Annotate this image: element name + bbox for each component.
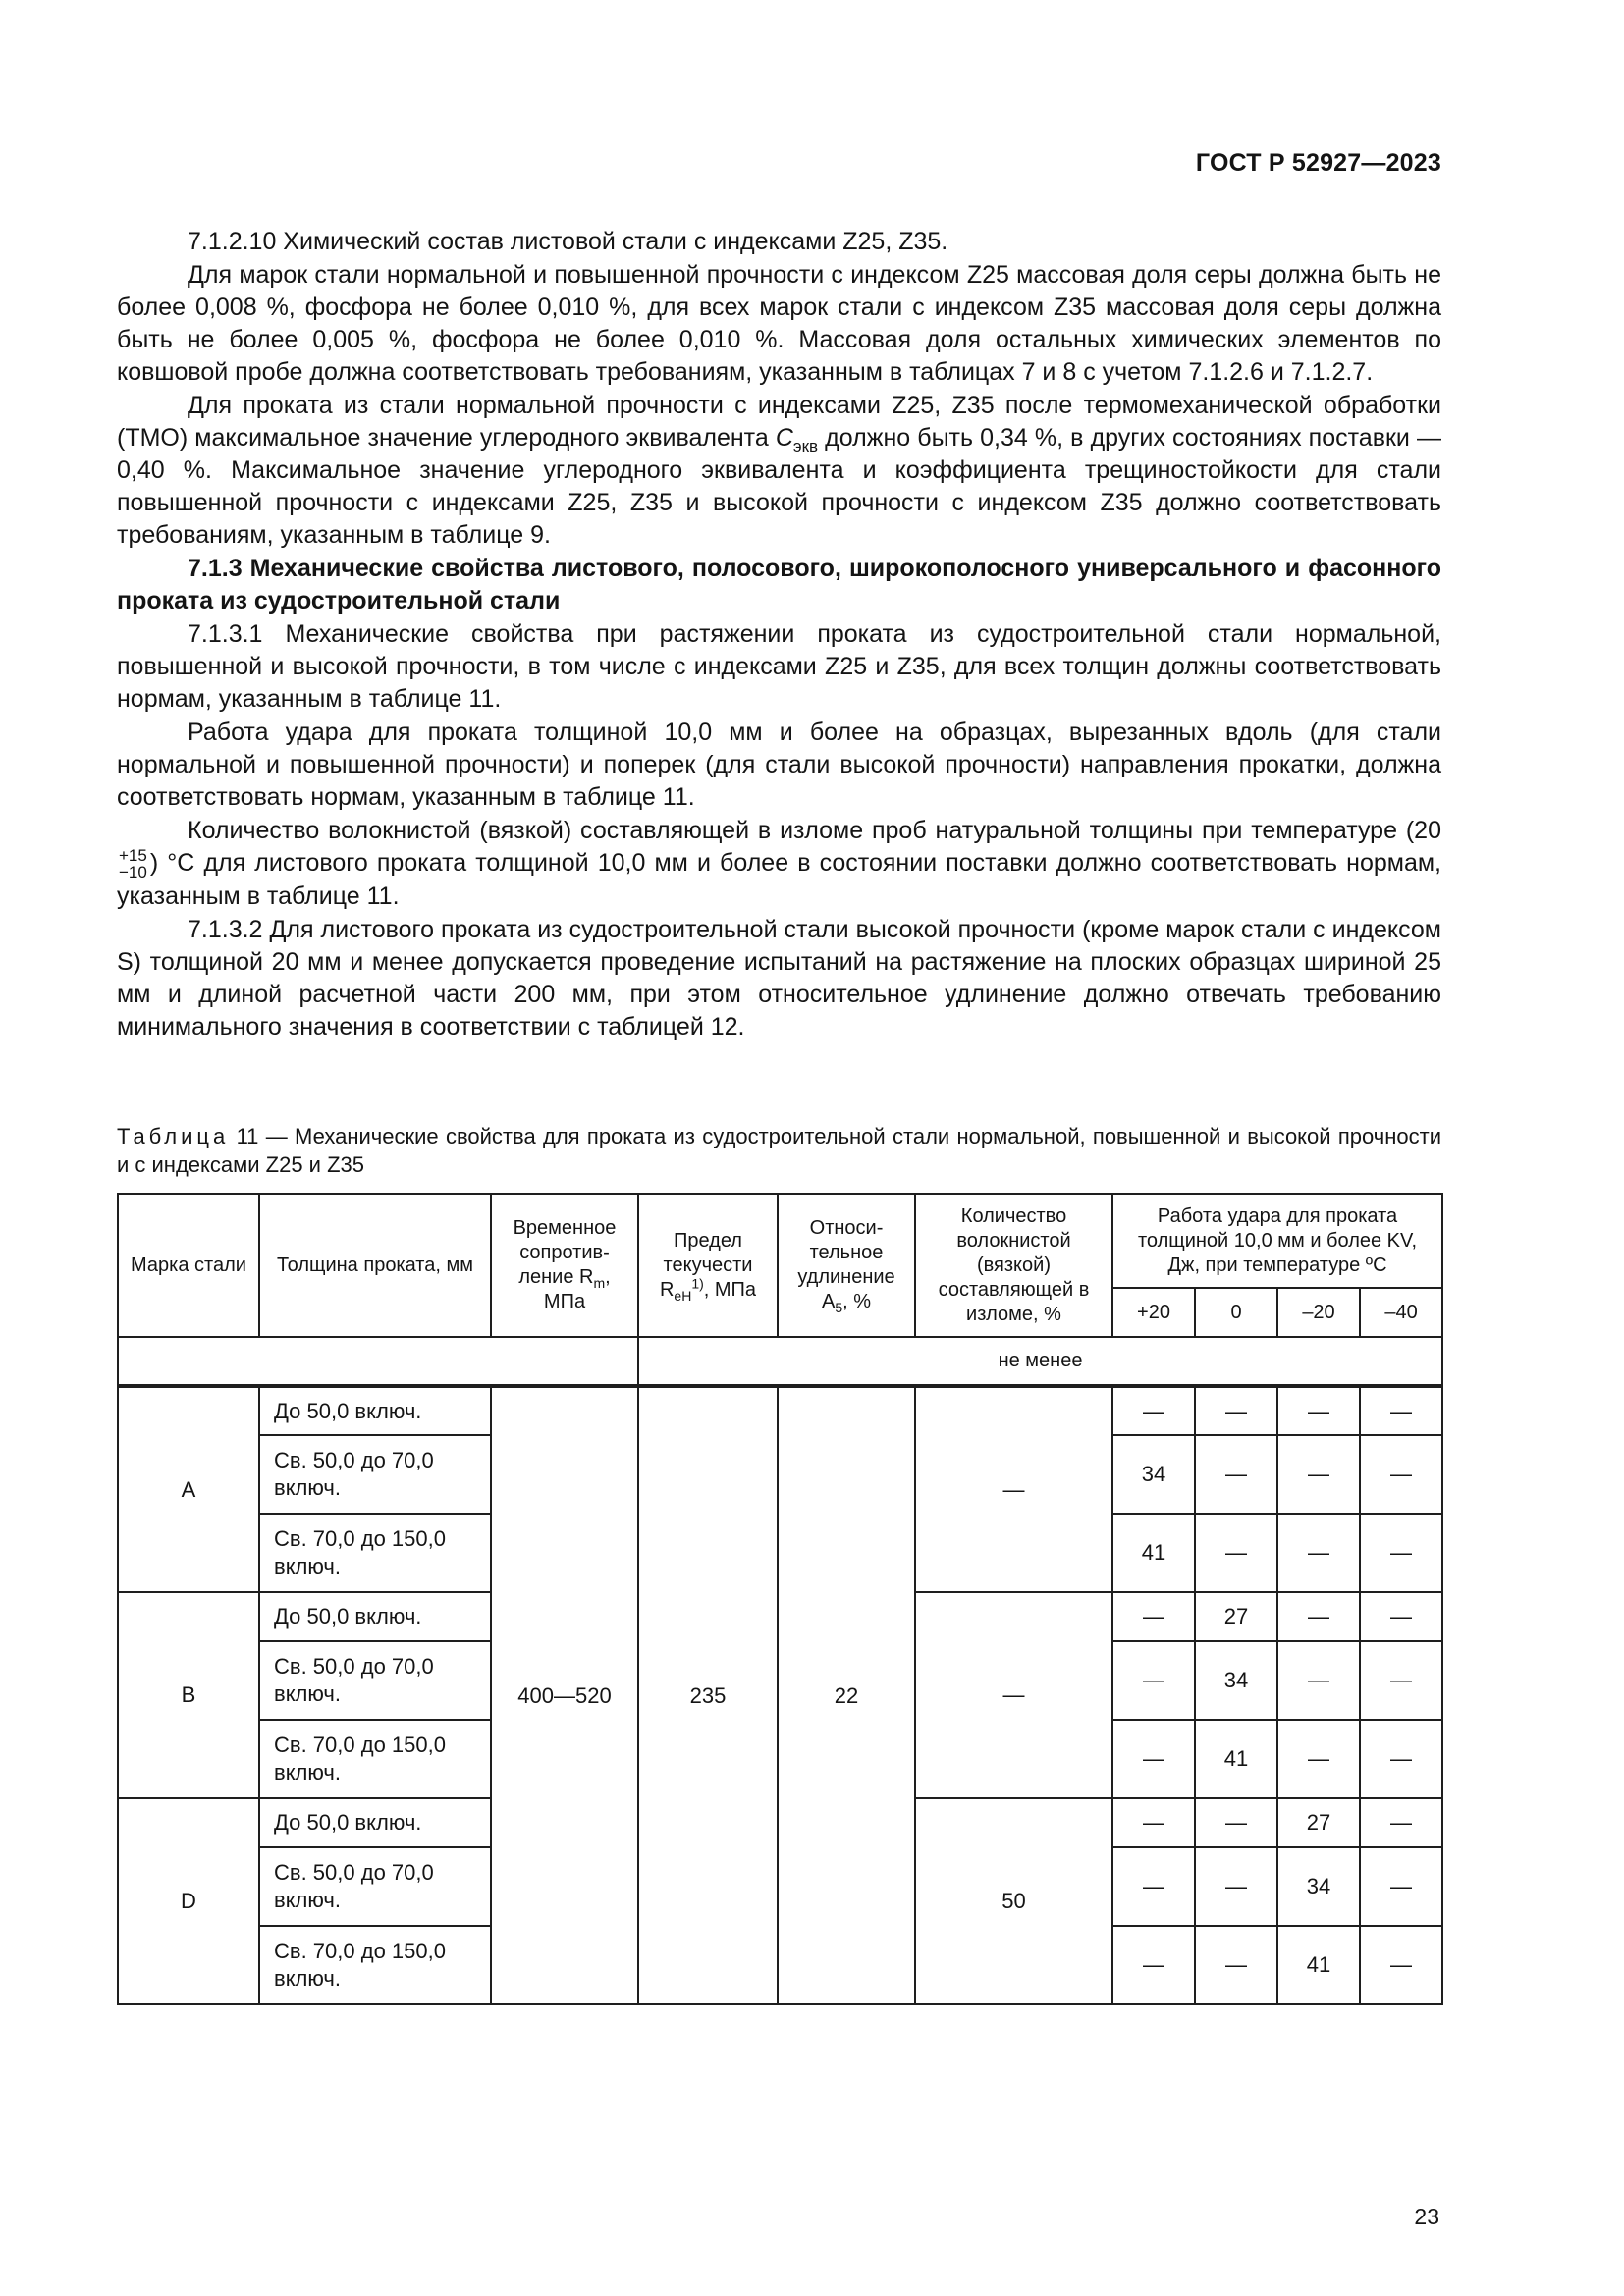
cell-impact: 34 xyxy=(1277,1847,1360,1926)
cell-thickness: До 50,0 включ. xyxy=(259,1798,491,1847)
header-text: Временное сопротив-ление R xyxy=(513,1217,617,1288)
cell-impact: — xyxy=(1195,1386,1277,1435)
page-number: 23 xyxy=(1414,2204,1439,2229)
paragraph-text: должно быть 0,34 %, в других состояниях поставки — 0,40 %. Максимальное значение углеродного эквивалента и коэффициента трещиностойкости для стали повышенной прочности с индексами Z25, Z35 и высокой прочности с индексом Z35 должно соответствовать требованиям, указанным в таблице 9. xyxy=(117,424,1441,549)
carbon-equivalent-symbol: C xyxy=(775,424,793,452)
header-elongation xyxy=(778,1194,915,1337)
header-temp-minus20: –20 xyxy=(1277,1288,1360,1337)
header-grade: Марка стали xyxy=(118,1194,259,1337)
cell-impact: — xyxy=(1277,1720,1360,1798)
cell-impact: — xyxy=(1277,1386,1360,1435)
paragraph-text: Для проката из стали нормальной прочности с индексами Z25, Z35 после термомеханической обработки (ТМО) максимальное значение углеродного эквивалента xyxy=(117,392,1441,452)
cell-impact: — xyxy=(1112,1926,1195,2004)
cell-impact: 34 xyxy=(1195,1641,1277,1720)
header-subscript: 5 xyxy=(835,1300,843,1315)
cell-impact: 41 xyxy=(1112,1514,1195,1592)
table-caption-label: Таблица xyxy=(117,1124,230,1148)
paragraph-text: Количество волокнистой (вязкой) составляющей в изломе проб натуральной толщины при температуре (20 xyxy=(188,817,1441,844)
cell-impact: — xyxy=(1112,1798,1195,1847)
header-temp-minus40: –40 xyxy=(1360,1288,1442,1337)
cell-impact: — xyxy=(1112,1641,1195,1720)
temperature-tolerance xyxy=(119,847,147,881)
header-empty-cell xyxy=(118,1337,638,1386)
header-unit: , % xyxy=(842,1291,872,1312)
cell-impact: 41 xyxy=(1277,1926,1360,2004)
cell-thickness: Св. 50,0 до 70,0 включ. xyxy=(259,1435,491,1514)
cell-thickness: Св. 50,0 до 70,0 включ. xyxy=(259,1641,491,1720)
header-thickness: Толщина проката, мм xyxy=(259,1194,491,1337)
cell-impact: 41 xyxy=(1195,1720,1277,1798)
cell-thickness: Св. 70,0 до 150,0 включ. xyxy=(259,1720,491,1798)
cell-impact: — xyxy=(1112,1720,1195,1798)
paragraph-7-1-3-1: 7.1.3.1 Механические свойства при растяжении проката из судостроительной стали нормальной, повышенной и высокой прочности, в том числе с индексами Z25 и Z35, для всех толщин должны соответствовать нормам, указанным в таблице 11. xyxy=(117,620,1441,713)
cell-impact: — xyxy=(1360,1592,1442,1641)
cell-thickness: Св. 70,0 до 150,0 включ. xyxy=(259,1514,491,1592)
cell-impact: — xyxy=(1195,1847,1277,1926)
paragraph-text: ) °С для листового проката толщиной 10,0 мм и более в состоянии поставки должно соответствовать нормам, указанным в таблице 11. xyxy=(117,849,1441,911)
paragraph-carbon-equivalent xyxy=(117,390,1441,552)
cell-impact: — xyxy=(1277,1435,1360,1514)
header-temp-plus20: +20 xyxy=(1112,1288,1195,1337)
header-fiber-content: Количество волокнистой (вязкой) составляющей в изломе, % xyxy=(915,1194,1112,1337)
cell-yield-strength: 235 xyxy=(638,1386,778,2004)
header-yield-strength xyxy=(638,1194,778,1337)
cell-impact: — xyxy=(1360,1435,1442,1514)
header-text: Относи-тельное удлинение A xyxy=(797,1217,895,1312)
cell-impact: 27 xyxy=(1277,1798,1360,1847)
cell-impact: — xyxy=(1112,1592,1195,1641)
cell-thickness: Св. 70,0 до 150,0 включ. xyxy=(259,1926,491,2004)
paragraph-7-1-3-2: 7.1.3.2 Для листового проката из судостроительной стали высокой прочности (кроме марок стали с индексом S) толщиной 20 мм и менее допускается проведение испытаний на растяжение на плоских образцах шириной 25 мм и длиной расчетной части 200 мм, при этом относительное удлинение должно отвечать требованию минимального значения в соответствии с таблицей 12. xyxy=(117,916,1441,1041)
document-standard-header: ГОСТ Р 52927—2023 xyxy=(1195,149,1441,177)
header-tensile-strength xyxy=(491,1194,638,1337)
header-subscript: m xyxy=(593,1275,606,1291)
cell-impact: — xyxy=(1195,1435,1277,1514)
paragraph-z25-z35-sulfur: Для марок стали нормальной и повышенной прочности с индексом Z25 массовая доля серы должна быть не более 0,008 %, фосфора не более 0,010 %, для всех марок стали с индексом Z35 массовая доля серы должна быть не более 0,005 %, фосфора не более 0,010 %. Массовая доля остальных химических элементов по ковшовой пробе должна соответствовать требованиям, указанным в таблицах 7 и 8 с учетом 7.1.2.6 и 7.1.2.7. xyxy=(117,261,1441,386)
paragraph-fiber-content xyxy=(117,815,1441,913)
header-unit: , МПа xyxy=(703,1278,757,1301)
tolerance-lower: −10 xyxy=(119,863,147,882)
header-temp-0: 0 xyxy=(1195,1288,1277,1337)
cell-grade: B xyxy=(118,1592,259,1798)
cell-grade: A xyxy=(118,1386,259,1592)
cell-impact: — xyxy=(1360,1847,1442,1926)
paragraph-7-1-2-10: 7.1.2.10 Химический состав листовой стали с индексами Z25, Z35. xyxy=(188,228,948,255)
cell-impact: — xyxy=(1360,1720,1442,1798)
header-subscript: eH xyxy=(674,1287,692,1304)
section-heading-7-1-3: 7.1.3 Механические свойства листового, полосового, широкополосного универсального и фасонного проката из судостроительной стали xyxy=(117,555,1441,614)
cell-impact: — xyxy=(1195,1514,1277,1592)
cell-fiber-content: — xyxy=(915,1386,1112,1592)
cell-impact: — xyxy=(1195,1798,1277,1847)
cell-impact: — xyxy=(1360,1798,1442,1847)
table-header xyxy=(118,1194,1442,1386)
cell-impact: — xyxy=(1277,1514,1360,1592)
header-text: Предел текучести R xyxy=(659,1229,753,1301)
cell-impact: 34 xyxy=(1112,1435,1195,1514)
paragraph-impact-work: Работа удара для проката толщиной 10,0 мм и более на образцах, вырезанных вдоль (для стали нормальной и повышенной прочности) и поперек (для стали высокой прочности) направления прокатки, должна соответствовать нормам, указанным в таблице 11. xyxy=(117,719,1441,811)
table-caption xyxy=(117,1122,1441,1179)
header-min-note: не менее xyxy=(638,1337,1442,1386)
footnote-marker: 1) xyxy=(691,1274,704,1291)
cell-impact: — xyxy=(1277,1641,1360,1720)
table-body xyxy=(118,1386,1442,2004)
cell-tensile-strength: 400—520 xyxy=(491,1386,638,2004)
cell-impact: — xyxy=(1195,1926,1277,2004)
cell-thickness: До 50,0 включ. xyxy=(259,1386,491,1435)
table-row xyxy=(118,1386,1442,1435)
cell-elongation: 22 xyxy=(778,1386,915,2004)
cell-impact: — xyxy=(1112,1386,1195,1435)
cell-impact: — xyxy=(1360,1386,1442,1435)
body-text xyxy=(117,226,1441,1044)
cell-impact: — xyxy=(1112,1847,1195,1926)
cell-impact: — xyxy=(1360,1641,1442,1720)
cell-fiber-content: 50 xyxy=(915,1798,1112,2004)
carbon-equivalent-subscript: экв xyxy=(792,437,819,455)
cell-thickness: До 50,0 включ. xyxy=(259,1592,491,1641)
table-caption-text: 11 — Механические свойства для проката из судостроительной стали нормальной, повышенной и высокой прочности и с индексами Z25 и Z35 xyxy=(117,1124,1441,1177)
cell-grade: D xyxy=(118,1798,259,2004)
tolerance-upper: +15 xyxy=(119,846,147,866)
cell-fiber-content: — xyxy=(915,1592,1112,1798)
cell-impact: — xyxy=(1360,1926,1442,2004)
cell-impact: — xyxy=(1360,1514,1442,1592)
header-unit: , МПа xyxy=(543,1266,611,1312)
cell-impact: 27 xyxy=(1195,1592,1277,1641)
header-impact-work: Работа удара для проката толщиной 10,0 мм и более KV, Дж, при температуре ºС xyxy=(1112,1194,1442,1288)
mechanical-properties-table xyxy=(117,1193,1443,2005)
cell-thickness: Св. 50,0 до 70,0 включ. xyxy=(259,1847,491,1926)
cell-impact: — xyxy=(1277,1592,1360,1641)
